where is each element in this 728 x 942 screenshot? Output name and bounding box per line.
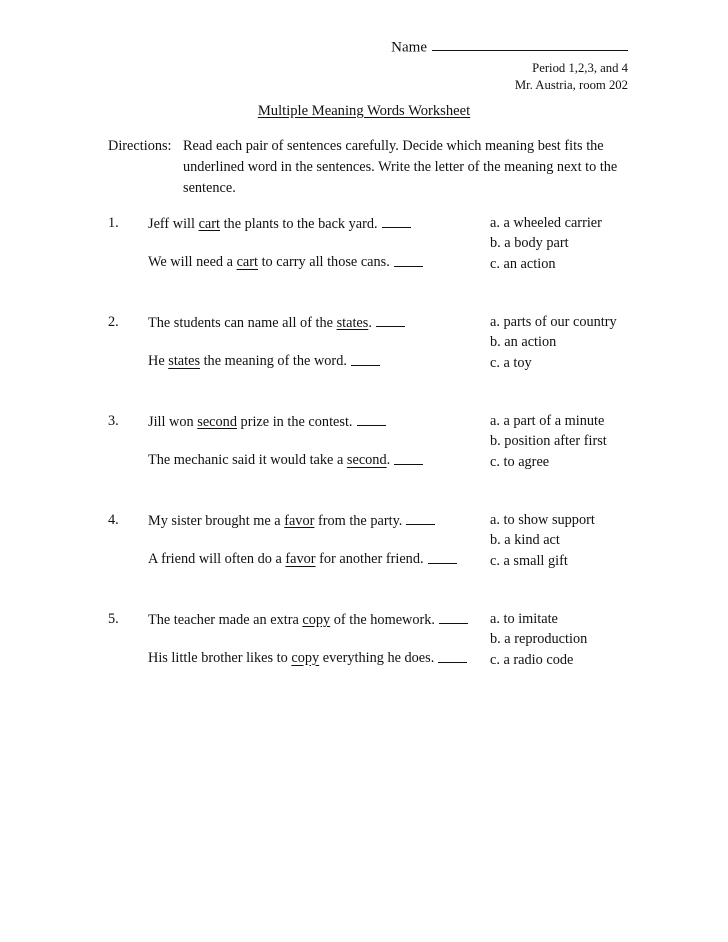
- question-sentences: [148, 513, 483, 567]
- question-item: [0, 414, 728, 513]
- sentence-text-before: A friend will often do a: [148, 551, 286, 568]
- sentence-text-before: The students can name all of the: [148, 315, 337, 332]
- answer-blank[interactable]: [394, 452, 423, 464]
- answer-choice[interactable]: b. an action: [490, 334, 557, 351]
- answer-choice[interactable]: b. a body part: [490, 235, 569, 252]
- sentence-text-before: He: [148, 353, 169, 370]
- name-write-in-blank[interactable]: [432, 38, 628, 51]
- directions-label: Directions:: [108, 138, 172, 154]
- question-item: [0, 315, 728, 414]
- answer-choice[interactable]: a. a wheeled carrier: [490, 215, 602, 231]
- answer-choice[interactable]: c. an action: [490, 255, 556, 272]
- question-number: 4.: [108, 512, 119, 528]
- question-number: 1.: [108, 215, 119, 231]
- underlined-target-word: favor: [284, 513, 315, 530]
- question-number: 3.: [108, 413, 119, 429]
- answer-choice[interactable]: a. to imitate: [490, 611, 558, 627]
- answer-choice[interactable]: b. a reproduction: [490, 631, 588, 648]
- question-sentences: [148, 612, 483, 666]
- sentence-text-after: .: [368, 315, 372, 332]
- answer-blank[interactable]: [357, 414, 386, 426]
- sentence-text-before: His little brother likes to: [148, 650, 292, 667]
- answer-blank[interactable]: [406, 513, 435, 525]
- question-item: [0, 216, 728, 315]
- answer-choices: [490, 612, 720, 667]
- underlined-target-word: second: [346, 452, 387, 469]
- answer-choice[interactable]: a. parts of our country: [490, 314, 617, 330]
- sentence-text-after: the plants to the back yard.: [220, 216, 378, 233]
- worksheet-header: [0, 38, 628, 94]
- question-number: 5.: [108, 611, 119, 627]
- sentence-text-after: everything he does.: [319, 650, 435, 667]
- answer-choice[interactable]: a. to show support: [490, 512, 595, 528]
- directions-text: Read each pair of sentences carefully. Decide which meaning best fits the underlined word in the sentences. Write the letter of the meaning next to the sentence.: [183, 138, 618, 196]
- sentence-text-after: the meaning of the word.: [200, 353, 347, 370]
- answer-choices: [490, 414, 720, 469]
- directions-block: [108, 136, 628, 199]
- answer-choices: [490, 513, 720, 568]
- sentence-text-after: .: [386, 452, 391, 469]
- sentence: [148, 551, 483, 566]
- answer-blank[interactable]: [376, 315, 405, 327]
- answer-blank[interactable]: [438, 650, 467, 662]
- answer-blank[interactable]: [382, 216, 411, 228]
- sentence-text-after: for another friend.: [315, 551, 424, 568]
- answer-choice[interactable]: c. a radio code: [490, 651, 574, 668]
- answer-choice[interactable]: c. a small gift: [490, 552, 568, 569]
- sentence-text-after: of the homework.: [330, 612, 436, 629]
- answer-blank[interactable]: [394, 254, 423, 266]
- sentence-text-before: Jeff will: [148, 216, 199, 233]
- sentence: [148, 612, 483, 627]
- question-item: [0, 612, 728, 711]
- underlined-target-word: favor: [285, 551, 316, 568]
- name-label: Name: [391, 39, 427, 56]
- sentence: [148, 315, 483, 330]
- page-title: [0, 103, 728, 120]
- sentence-text-before: The mechanic said it would take a: [148, 452, 347, 469]
- sentence-text-after: to carry all those cans.: [258, 254, 390, 271]
- sentence-text-before: Jill won: [148, 414, 198, 431]
- sentence: [148, 353, 483, 368]
- sentence-text-before: My sister brought me a: [148, 513, 285, 530]
- sentence: [148, 513, 483, 528]
- sentence: [148, 452, 483, 467]
- underlined-target-word: states: [336, 315, 369, 332]
- answer-choices: [490, 315, 720, 370]
- underlined-target-word: states: [168, 353, 201, 370]
- underlined-target-word: copy: [291, 650, 320, 667]
- teacher-room-label: Mr. Austria, room 202: [514, 78, 628, 93]
- answer-choice[interactable]: a. a part of a minute: [490, 413, 605, 429]
- answer-choice[interactable]: c. a toy: [490, 354, 532, 371]
- sentence-text-after: prize in the contest.: [236, 414, 353, 431]
- sentence: [148, 216, 483, 231]
- answer-blank[interactable]: [351, 353, 380, 365]
- underlined-target-word: cart: [236, 254, 259, 271]
- underlined-target-word: cart: [198, 216, 221, 233]
- sentence: [148, 254, 483, 269]
- answer-choice[interactable]: b. a kind act: [490, 532, 560, 549]
- sentence: [148, 650, 483, 665]
- question-list: [0, 216, 728, 711]
- name-field-line: [0, 38, 628, 55]
- sentence-text-after: from the party.: [314, 513, 403, 530]
- answer-choices: [490, 216, 720, 271]
- question-sentences: [148, 216, 483, 270]
- sentence: [148, 414, 483, 429]
- sentence-text-before: The teacher made an extra: [148, 612, 303, 629]
- question-sentences: [148, 315, 483, 369]
- underlined-target-word: copy: [302, 612, 331, 629]
- page-title-text: Multiple Meaning Words Worksheet: [257, 103, 471, 119]
- question-number: 2.: [108, 314, 119, 330]
- question-item: [0, 513, 728, 612]
- question-sentences: [148, 414, 483, 468]
- sentence-text-before: We will need a: [148, 254, 237, 271]
- answer-choice[interactable]: c. to agree: [490, 453, 550, 470]
- answer-blank[interactable]: [439, 612, 468, 624]
- period-label: Period 1,2,3, and 4: [532, 61, 628, 76]
- underlined-target-word: second: [197, 414, 237, 431]
- answer-choice[interactable]: b. position after first: [490, 433, 607, 450]
- answer-blank[interactable]: [428, 551, 457, 563]
